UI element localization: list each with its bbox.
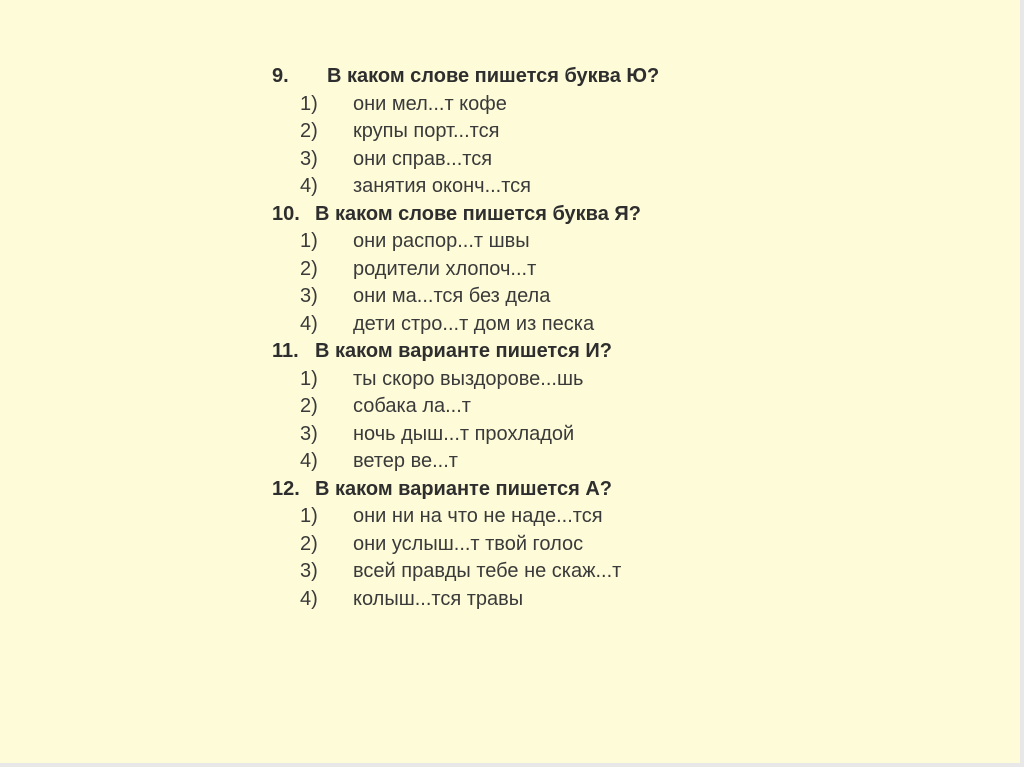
quiz-list: [272, 63, 872, 613]
option-item: [272, 283, 872, 311]
question-title: [272, 476, 872, 504]
option-text: они ни на что не наде...тся: [353, 505, 603, 527]
question-9: [272, 63, 872, 201]
option-text: дети стро...т дом из песка: [353, 312, 595, 335]
option-item: [272, 311, 872, 339]
option-item: [272, 173, 872, 201]
option-text: они мел...т кофе: [353, 92, 507, 115]
option-text: всей правды тебе не скаж...т: [353, 560, 622, 582]
option-text: они услыш...т твой голос: [353, 532, 584, 555]
option-number: 2): [300, 120, 318, 142]
option-number: 1): [300, 505, 318, 527]
option-text: собака ла...т: [353, 395, 471, 417]
option-item: [272, 558, 872, 586]
option-number: 3): [300, 560, 318, 582]
option-text: они справ...тся: [353, 147, 493, 170]
question-12: [272, 476, 872, 614]
option-number: 4): [300, 587, 318, 610]
option-number: 3): [300, 147, 318, 170]
option-text: занятия оконч...тся: [353, 175, 532, 197]
option-item: [272, 256, 872, 284]
question-number: 9.: [272, 65, 289, 87]
option-item: [272, 228, 872, 256]
option-list: [272, 503, 872, 613]
option-text: ночь дыш...т прохладой: [353, 422, 575, 445]
option-number: 3): [300, 285, 318, 307]
question-text: В каком слове пишется буква Ю?: [327, 65, 660, 87]
option-text: родители хлопоч...т: [353, 257, 537, 280]
option-text: крупы порт...тся: [353, 120, 500, 142]
option-list: [272, 91, 872, 201]
option-item: [272, 366, 872, 394]
option-item: [272, 118, 872, 146]
question-title: [272, 338, 872, 366]
option-list: [272, 366, 872, 476]
option-item: [272, 503, 872, 531]
option-number: 1): [300, 230, 318, 252]
option-item: [272, 448, 872, 476]
question-text: В каком слове пишется буква Я?: [315, 202, 641, 225]
question-11: [272, 338, 872, 476]
option-number: 2): [300, 532, 318, 555]
option-number: 1): [300, 92, 318, 115]
option-item: [272, 531, 872, 559]
option-text: они ма...тся без дела: [353, 285, 551, 307]
option-item: [272, 586, 872, 614]
option-number: 4): [300, 450, 318, 472]
option-list: [272, 228, 872, 338]
option-item: [272, 146, 872, 174]
option-number: 2): [300, 395, 318, 417]
option-text: они распор...т швы: [353, 230, 530, 252]
option-text: ты скоро выздорове...шь: [353, 367, 584, 390]
option-number: 4): [300, 312, 318, 335]
question-number: 10.: [272, 202, 300, 225]
option-number: 1): [300, 367, 318, 390]
question-number: 12.: [272, 477, 300, 500]
question-text: В каком варианте пишется А?: [315, 477, 612, 500]
question-title: [272, 63, 872, 91]
option-item: [272, 421, 872, 449]
question-number: 11.: [272, 340, 299, 362]
option-text: ветер ве...т: [353, 450, 458, 472]
question-text: В каком варианте пишется И?: [315, 340, 612, 362]
option-number: 3): [300, 422, 318, 445]
option-item: [272, 393, 872, 421]
question-10: [272, 201, 872, 339]
option-item: [272, 91, 872, 119]
option-text: колыш...тся травы: [353, 587, 524, 610]
option-number: 4): [300, 175, 318, 197]
option-number: 2): [300, 257, 318, 280]
question-title: [272, 201, 872, 229]
